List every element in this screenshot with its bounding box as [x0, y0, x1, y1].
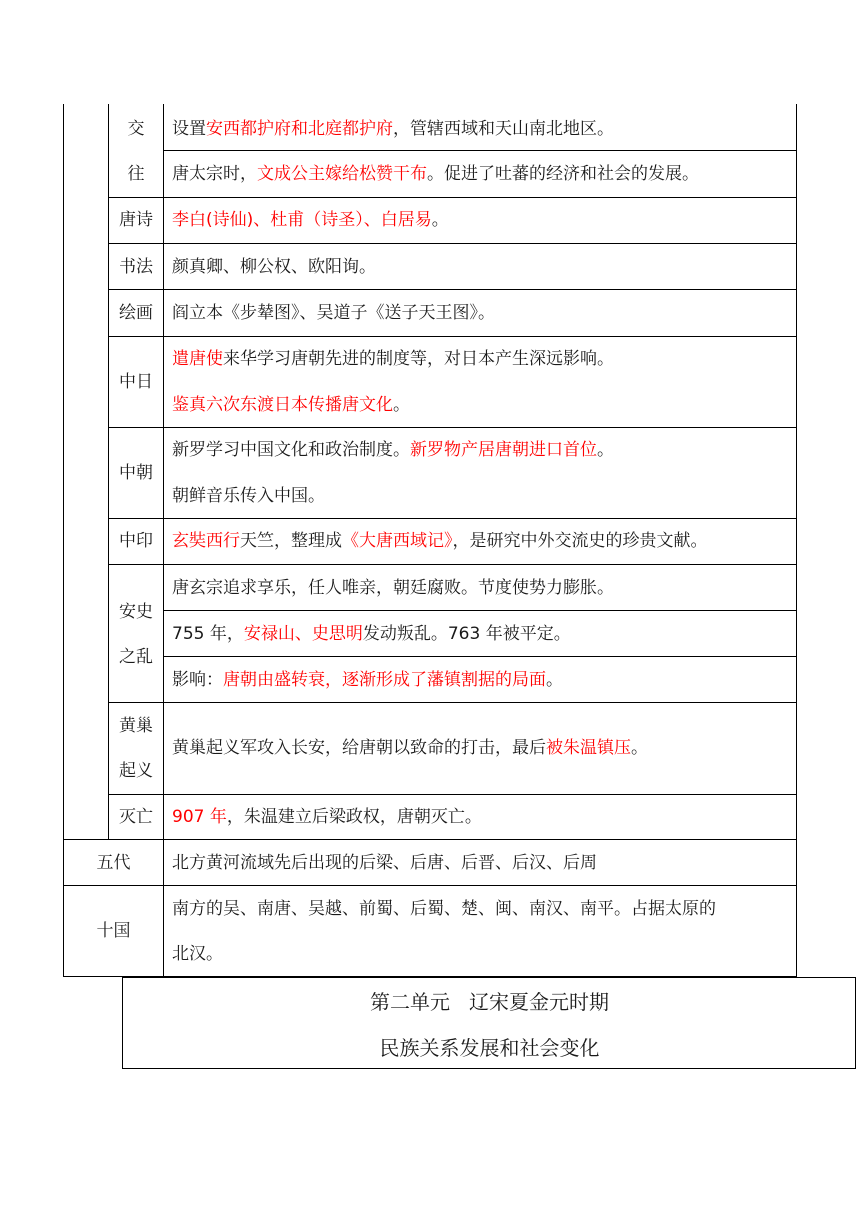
- segment: ，朱温建立后梁政权，唐朝灭亡。: [226, 807, 482, 827]
- segment: ，管辖西域和天山南北地区。: [393, 119, 614, 139]
- segment: 遣唐使: [172, 349, 223, 369]
- segment: ，是研究中外交流史的珍贵文献。: [452, 531, 708, 551]
- segment: 黄巢起义军攻入长安，给唐朝以致命的打击，最后: [172, 738, 546, 758]
- segment: 鉴真六次东渡日本传播唐文化: [172, 395, 393, 415]
- segment: 设置: [172, 119, 206, 139]
- content-cell: [172, 898, 716, 920]
- hline: [108, 564, 797, 565]
- segment: 天竺，整理成: [240, 531, 342, 551]
- row-label: 中日: [119, 372, 153, 392]
- banner-border-top: [123, 977, 856, 978]
- row-label: 起义: [119, 761, 153, 781]
- content-cell: [172, 737, 648, 759]
- row-label: 黄巢: [119, 716, 153, 736]
- segment: 755 年，: [172, 624, 244, 644]
- segment: 李白(诗仙)、杜甫（诗圣）、白居易: [172, 210, 432, 230]
- row-label: 安史: [119, 602, 153, 622]
- content-cell: [172, 439, 614, 461]
- segment: 影响：: [172, 670, 223, 690]
- content-cell: [172, 577, 614, 599]
- row-label: 唐诗: [119, 210, 153, 230]
- segment: 安西都护府和北庭都护府: [206, 119, 393, 139]
- content-cell: [172, 209, 449, 231]
- segment: 。: [546, 670, 563, 690]
- segment: 发动叛乱。763 年被平定。: [362, 624, 571, 644]
- content-cell: [172, 530, 708, 552]
- content-left-border: [163, 104, 164, 977]
- content-cell: [172, 806, 482, 828]
- row-label: 往: [127, 164, 145, 184]
- segment: 唐玄宗追求享乐，任人唯亲，朝廷腐败。节度使势力膨胀。: [172, 578, 614, 598]
- row-label: 中印: [119, 531, 153, 551]
- table-right-border: [796, 104, 797, 977]
- content-cell: [172, 943, 223, 965]
- unit-title: 第二单元 辽宋夏金元时期: [369, 990, 610, 1014]
- content-cell: [172, 394, 410, 416]
- hline: [108, 197, 797, 198]
- segment: 。: [631, 738, 648, 758]
- segment: 安禄山、史思明: [243, 624, 363, 644]
- content-cell: [172, 256, 376, 278]
- segment: 玄奘西行: [172, 531, 240, 551]
- table-left-border: [63, 104, 64, 977]
- hline: [108, 289, 797, 290]
- segment: 来华学习唐朝先进的制度等，对日本产生深远影响。: [223, 349, 614, 369]
- hline: [108, 794, 797, 795]
- hline: [108, 336, 797, 337]
- segment: 。: [431, 210, 449, 230]
- hline: [108, 518, 797, 519]
- content-cell: [172, 669, 563, 691]
- content-cell: [172, 485, 325, 507]
- row-label: 十国: [96, 921, 131, 941]
- segment: 唐太宗时，: [172, 164, 257, 184]
- hline: [163, 656, 797, 657]
- hline: [108, 243, 797, 244]
- hline: [108, 427, 797, 428]
- segment: 。: [597, 440, 614, 460]
- unit-subtitle: 民族关系发展和社会变化: [379, 1036, 600, 1060]
- segment: 朝鲜音乐传入中国。: [172, 486, 325, 506]
- segment: 唐朝由盛转衰，逐渐形成了藩镇割据的局面: [223, 670, 546, 690]
- content-cell: [172, 302, 495, 324]
- row-label: 中朝: [119, 463, 153, 483]
- hline: [163, 610, 797, 611]
- segment: 907 年: [172, 807, 227, 827]
- segment: 北方黄河流域先后出现的后梁、后唐、后晋、后汉、后周: [172, 853, 597, 873]
- row-label: 灭亡: [119, 807, 153, 827]
- segment: 文成公主嫁给松赞干布: [257, 164, 427, 184]
- segment: 《大唐西域记》: [342, 531, 453, 551]
- hline: [63, 885, 797, 886]
- banner-border-bottom: [122, 1068, 856, 1069]
- segment: 南方的吴、南唐、吴越、前蜀、后蜀、楚、闽、南汉、南平。占据太原的: [172, 899, 716, 919]
- content-cell: [172, 348, 614, 370]
- segment: 。促进了吐蕃的经济和社会的发展。: [427, 164, 699, 184]
- row-label: 之乱: [119, 647, 153, 667]
- content-cell: [172, 623, 571, 645]
- segment: 阎立本《步辇图》、吴道子《送子天王图》。: [172, 303, 495, 323]
- segment: 颜真卿、柳公权、欧阳询。: [172, 257, 376, 277]
- row-label: 绘画: [119, 303, 153, 323]
- row-label: 交: [127, 119, 145, 139]
- content-cell: [172, 852, 597, 874]
- hline: [163, 150, 797, 151]
- segment: 被朱温镇压: [546, 738, 631, 758]
- segment: 。: [393, 395, 410, 415]
- segment: 新罗学习中国文化和政治制度。: [172, 440, 410, 460]
- hline: [108, 702, 797, 703]
- content-cell: [172, 163, 699, 185]
- row-label: 五代: [96, 853, 131, 873]
- hline: [63, 839, 797, 840]
- content-cell: [172, 118, 614, 140]
- segment: 北汉。: [172, 944, 223, 964]
- segment: 新罗物产居唐朝进口首位: [410, 440, 597, 460]
- row-label: 书法: [119, 257, 153, 277]
